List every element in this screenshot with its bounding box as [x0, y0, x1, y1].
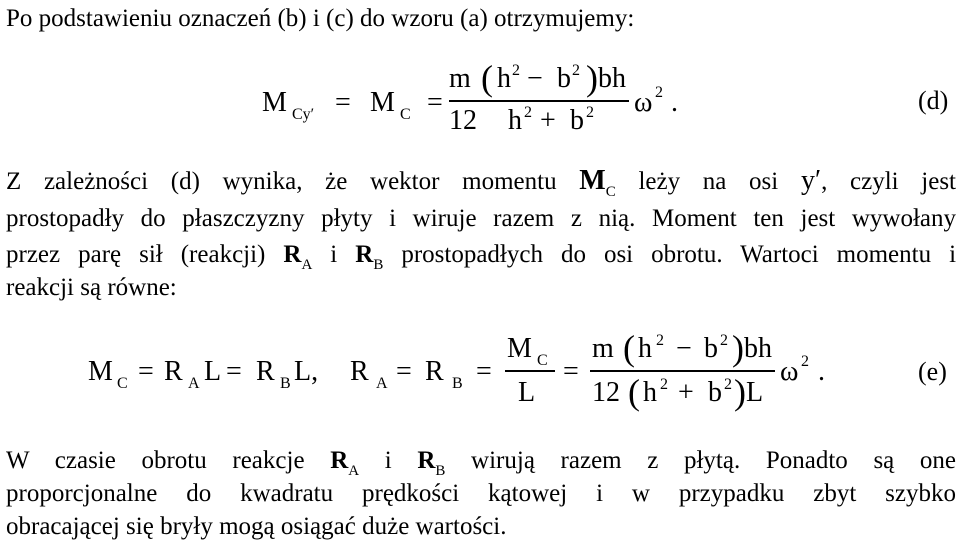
- eq-d-num-m: m: [449, 63, 471, 94]
- eq-d-den-h: h: [508, 105, 522, 136]
- para2-M-bold: M: [579, 165, 606, 196]
- para2-text-3b: prostopadłych do osi obrotu. Wartoci momentu i: [401, 241, 957, 268]
- eq-e-den-L: L: [746, 377, 764, 408]
- eq-e-den-plus: +: [678, 377, 694, 408]
- para3-B-sub: B: [435, 463, 446, 479]
- eq-d-right-paren: ): [586, 58, 598, 98]
- eq-d-equals-2: =: [427, 87, 443, 118]
- eq-e-M: M: [88, 356, 113, 387]
- eq-e-den-h: h: [643, 377, 657, 408]
- eq-e-num-minus: −: [676, 333, 692, 364]
- eq-d-fraction-bar: [449, 100, 629, 102]
- para2-A-sub: A: [301, 257, 313, 273]
- eq-e-L1: L: [204, 356, 222, 387]
- eq-e-frac1-L: L: [518, 377, 536, 408]
- eq-e-equals-4: =: [476, 356, 492, 387]
- para2-C-sub: C: [605, 184, 616, 200]
- eq-e-den-right-paren: ): [734, 372, 746, 412]
- eq-e-L-comma: L,: [294, 356, 319, 387]
- eq-d-den-12: 12: [449, 105, 477, 136]
- eq-d-M2: M: [370, 87, 395, 118]
- eq-e-num-h-exp: 2: [656, 332, 664, 349]
- para3-RB-bold: R: [417, 447, 436, 474]
- eq-e-frac1-M: M: [507, 333, 532, 364]
- eq-e-equals-5: =: [563, 356, 579, 387]
- eq-d-period: .: [671, 87, 678, 118]
- eq-e-omega: ω: [780, 356, 799, 387]
- eq-d-omega: ω: [634, 87, 653, 118]
- para2-text-3a: przez parę sił (reakcji): [6, 241, 266, 268]
- eq-e-frac1-C-sub: C: [537, 352, 548, 369]
- eq-e-num-left-paren: (: [623, 328, 635, 368]
- eq-e-R2: R: [256, 356, 275, 387]
- eq-d-den-plus: +: [540, 105, 556, 136]
- para3-line2: proporcjonalne do kwadratu prędkości kątowej i w przypadku zbyt szybko: [6, 480, 956, 507]
- para3-line3: obracającej się bryły mogą osiągać duże wartości.: [6, 513, 507, 540]
- eq-e-equals-1: =: [138, 356, 154, 387]
- eq-d-label: (d): [918, 86, 949, 115]
- eq-d-Cy-subscript: Cy′: [292, 106, 315, 123]
- eq-e-B-sub-1: B: [280, 375, 291, 392]
- eq-d-den-b-exp: 2: [586, 104, 594, 121]
- eq-e-label: (e): [918, 357, 947, 386]
- eq-e-A-sub-1: A: [188, 375, 200, 392]
- eq-e-fraction-bar-2: [590, 370, 775, 372]
- para2-B-sub: B: [373, 257, 384, 273]
- para2-text-1b: leży na osi: [638, 168, 779, 195]
- eq-e-equals-3: =: [396, 356, 412, 387]
- para2-line1: [6, 166, 956, 200]
- eq-d-num-h-exp: 2: [512, 62, 520, 79]
- eq-e-fraction-bar-1: [505, 370, 555, 372]
- eq-e-den-b: b: [708, 377, 722, 408]
- para2-line3: [6, 240, 956, 273]
- para2-i: i: [330, 241, 338, 268]
- eq-d-equals-1: =: [335, 87, 351, 118]
- eq-e-A-sub-2: A: [376, 375, 388, 392]
- para3-i: i: [384, 447, 392, 474]
- eq-d-den-b: b: [570, 105, 584, 136]
- eq-e-R3: R: [350, 356, 369, 387]
- eq-e-num-right-paren: ): [732, 328, 744, 368]
- eq-e-C-sub: C: [117, 375, 128, 392]
- para3-A-sub: A: [348, 463, 360, 479]
- eq-d-num-bh: bh: [598, 63, 626, 94]
- eq-e-den-h-exp: 2: [660, 376, 668, 393]
- para2-text-1c: , czyli jest: [821, 168, 957, 195]
- para2-y-prime: y′: [800, 165, 822, 196]
- para3-text-1b: wirują razem z płytą. Ponadto są one: [471, 447, 956, 474]
- eq-e-period: .: [818, 356, 825, 387]
- eq-e-num-b-exp: 2: [720, 332, 728, 349]
- eq-d-num-minus: −: [527, 63, 543, 94]
- eq-e-den-b-exp: 2: [724, 376, 732, 393]
- eq-e-num-m: m: [592, 333, 614, 364]
- para2-line2: prostopadły do płaszczyzny płyty i wiruje razem z nią. Moment ten jest wywołany: [6, 205, 956, 232]
- eq-e-den-left-paren: (: [628, 372, 640, 412]
- eq-d-C-subscript: C: [400, 106, 411, 123]
- eq-d-num-h: h: [497, 63, 511, 94]
- eq-e-R4: R: [425, 356, 444, 387]
- eq-e-num-bh: bh: [744, 333, 772, 364]
- eq-d-num-b: b: [557, 63, 571, 94]
- intro-line: Po podstawieniu oznaczeń (b) i (c) do wzoru (a) otrzymujemy:: [6, 5, 635, 32]
- para2-RA-bold: R: [283, 241, 302, 268]
- para2-text-1a: Z zależności (d) wynika, że wektor momentu: [6, 168, 557, 195]
- para2-line4: reakcji są równe:: [6, 274, 177, 301]
- eq-d-left-paren: (: [481, 58, 493, 98]
- eq-e-omega-exp: 2: [801, 353, 809, 370]
- eq-d-omega-exp: 2: [655, 84, 663, 101]
- eq-e-num-b: b: [704, 333, 718, 364]
- eq-d-num-b-exp: 2: [572, 62, 580, 79]
- eq-e-B-sub-2: B: [452, 375, 463, 392]
- para2-RB-bold: R: [355, 241, 374, 268]
- eq-e-equals-2: =: [226, 356, 242, 387]
- para3-line1: [6, 446, 956, 479]
- eq-d-den-h-exp: 2: [524, 104, 532, 121]
- para3-text-1a: W czasie obrotu reakcje: [6, 447, 305, 474]
- para3-RA-bold: R: [330, 447, 349, 474]
- eq-d-M: M: [262, 87, 287, 118]
- eq-e-num-h: h: [638, 333, 652, 364]
- eq-e-R1: R: [164, 356, 183, 387]
- eq-e-den-12: 12: [592, 377, 620, 408]
